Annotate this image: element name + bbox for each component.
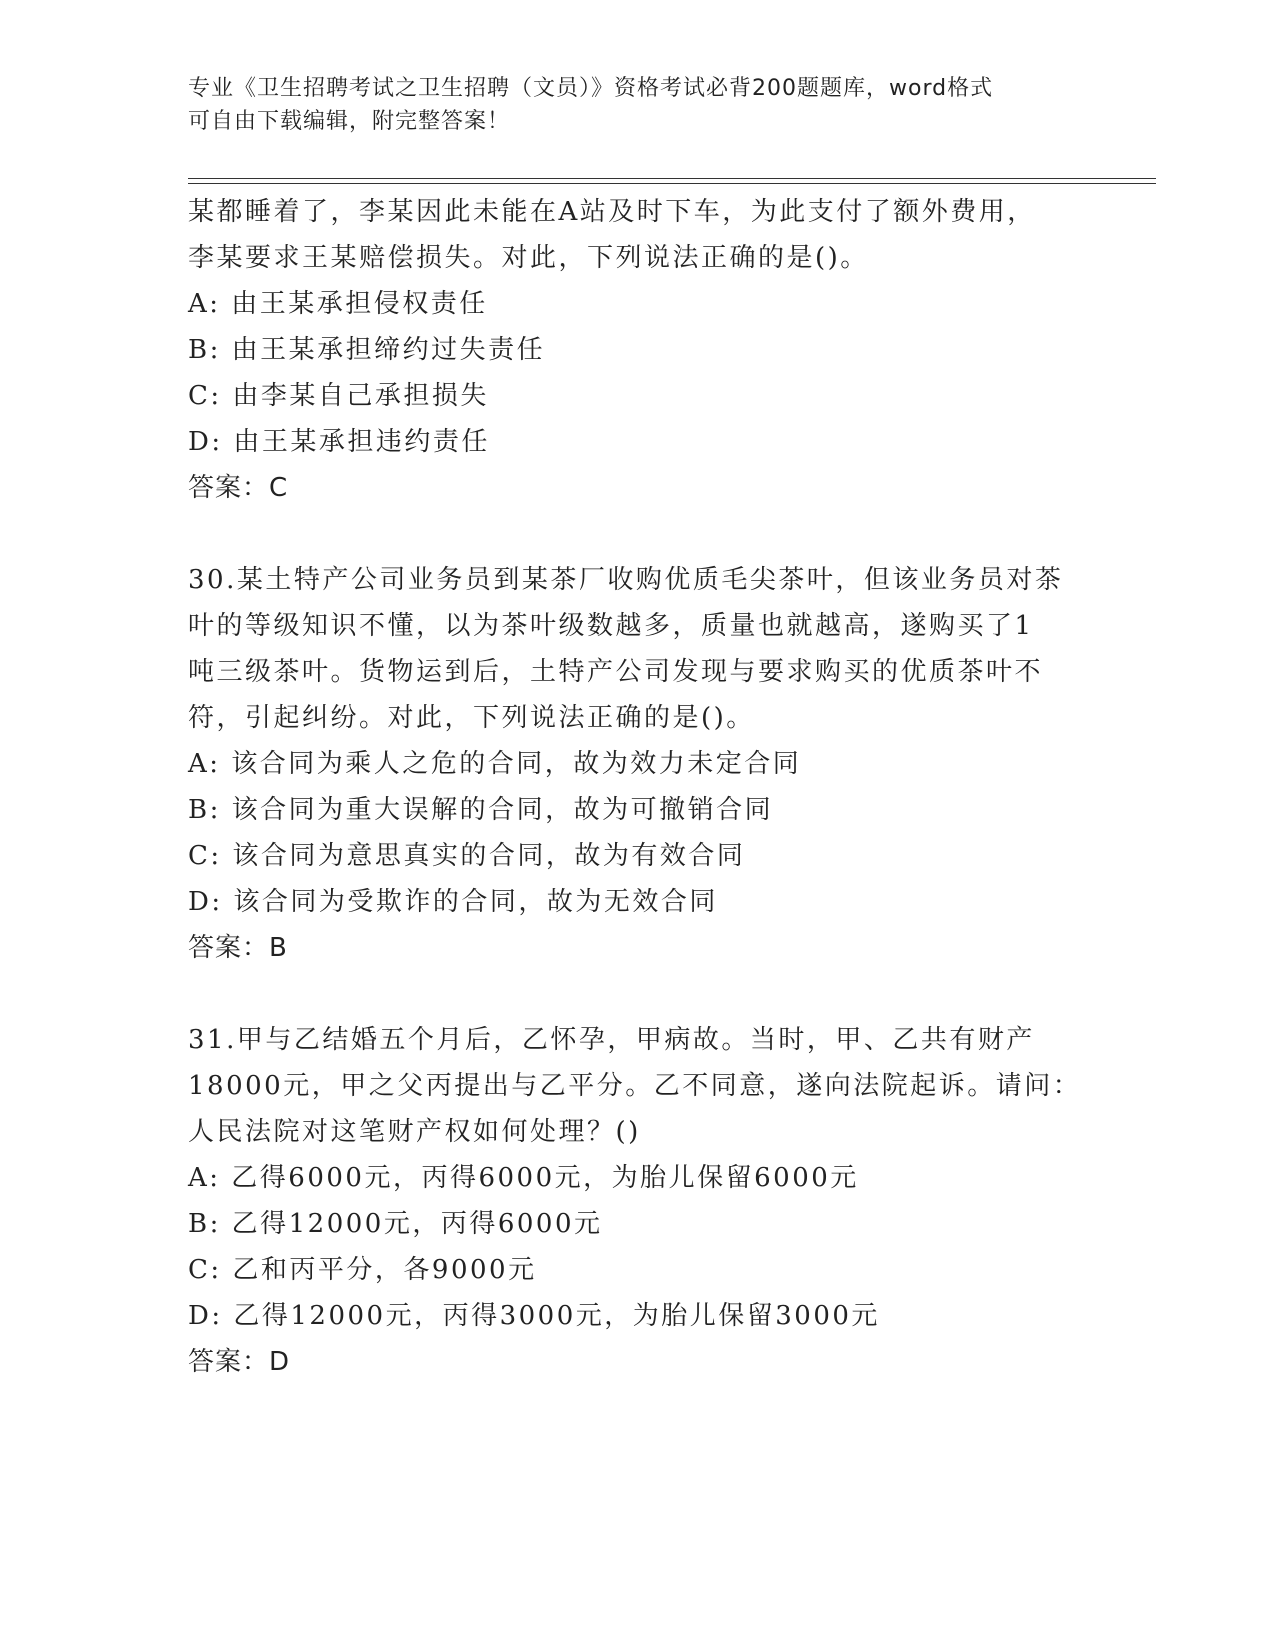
question-stem-line: 18000元，甲之父丙提出与乙平分。乙不同意，遂向法院起诉。请问：: [188, 1071, 1082, 1101]
option-c: C: 该合同为意思真实的合同，故为有效合同: [188, 841, 746, 871]
question-stem-line: 李某要求王某赔偿损失。对此，下列说法正确的是()。: [188, 243, 869, 273]
question-spacer: [188, 971, 1088, 1017]
option-c: C: 由李某自己承担损失: [188, 381, 489, 411]
answer-line: 答案：C: [188, 473, 289, 503]
question-stem-line: 叶的等级知识不懂，以为茶叶级数越多，质量也就越高，遂购买了1: [188, 611, 1034, 641]
option-a: A: 乙得6000元，丙得6000元，为胎儿保留6000元: [188, 1163, 859, 1193]
option-b: B: 乙得12000元，丙得6000元: [188, 1209, 603, 1239]
option-d: D: 由王某承担违约责任: [188, 427, 490, 457]
answer-line: 答案：B: [188, 933, 288, 963]
question-stem-line: 人民法院对这笔财产权如何处理？(): [188, 1117, 641, 1147]
option-b: B: 由王某承担缔约过失责任: [188, 335, 546, 365]
question-list: [188, 189, 1088, 1385]
option-b: B: 该合同为重大误解的合同，故为可撤销合同: [188, 795, 774, 825]
header-line-1: 专业《卫生招聘考试之卫生招聘（文员）》资格考试必背200题题库，word格式: [188, 76, 994, 101]
option-a: A: 由王某承担侵权责任: [188, 289, 488, 319]
question-29: [188, 189, 1088, 511]
option-d: D: 乙得12000元，丙得3000元，为胎儿保留3000元: [188, 1301, 880, 1331]
question-31: [188, 1017, 1088, 1385]
question-stem-line: 31.甲与乙结婚五个月后，乙怀孕，甲病故。当时，甲、乙共有财产: [188, 1025, 1035, 1055]
option-a: A: 该合同为乘人之危的合同，故为效力未定合同: [188, 749, 802, 779]
question-30: [188, 557, 1088, 971]
option-c: C: 乙和丙平分，各9000元: [188, 1255, 537, 1285]
question-stem-line: 符，引起纠纷。对此，下列说法正确的是()。: [188, 703, 755, 733]
document-header: [188, 72, 1088, 138]
question-spacer: [188, 511, 1088, 557]
header-line-2: 可自由下载编辑，附完整答案！: [188, 109, 511, 134]
question-stem-line: 吨三级茶叶。货物运到后，土特产公司发现与要求购买的优质茶叶不: [188, 657, 1044, 687]
header-divider-bottom: [188, 183, 1156, 184]
question-stem-line: 某都睡着了，李某因此未能在A站及时下车，为此支付了额外费用，: [188, 197, 1036, 227]
option-d: D: 该合同为受欺诈的合同，故为无效合同: [188, 887, 718, 917]
answer-line: 答案：D: [188, 1347, 291, 1377]
header-divider-top: [188, 178, 1156, 179]
question-stem-line: 30.某土特产公司业务员到某茶厂收购优质毛尖茶叶，但该业务员对茶: [188, 565, 1064, 595]
